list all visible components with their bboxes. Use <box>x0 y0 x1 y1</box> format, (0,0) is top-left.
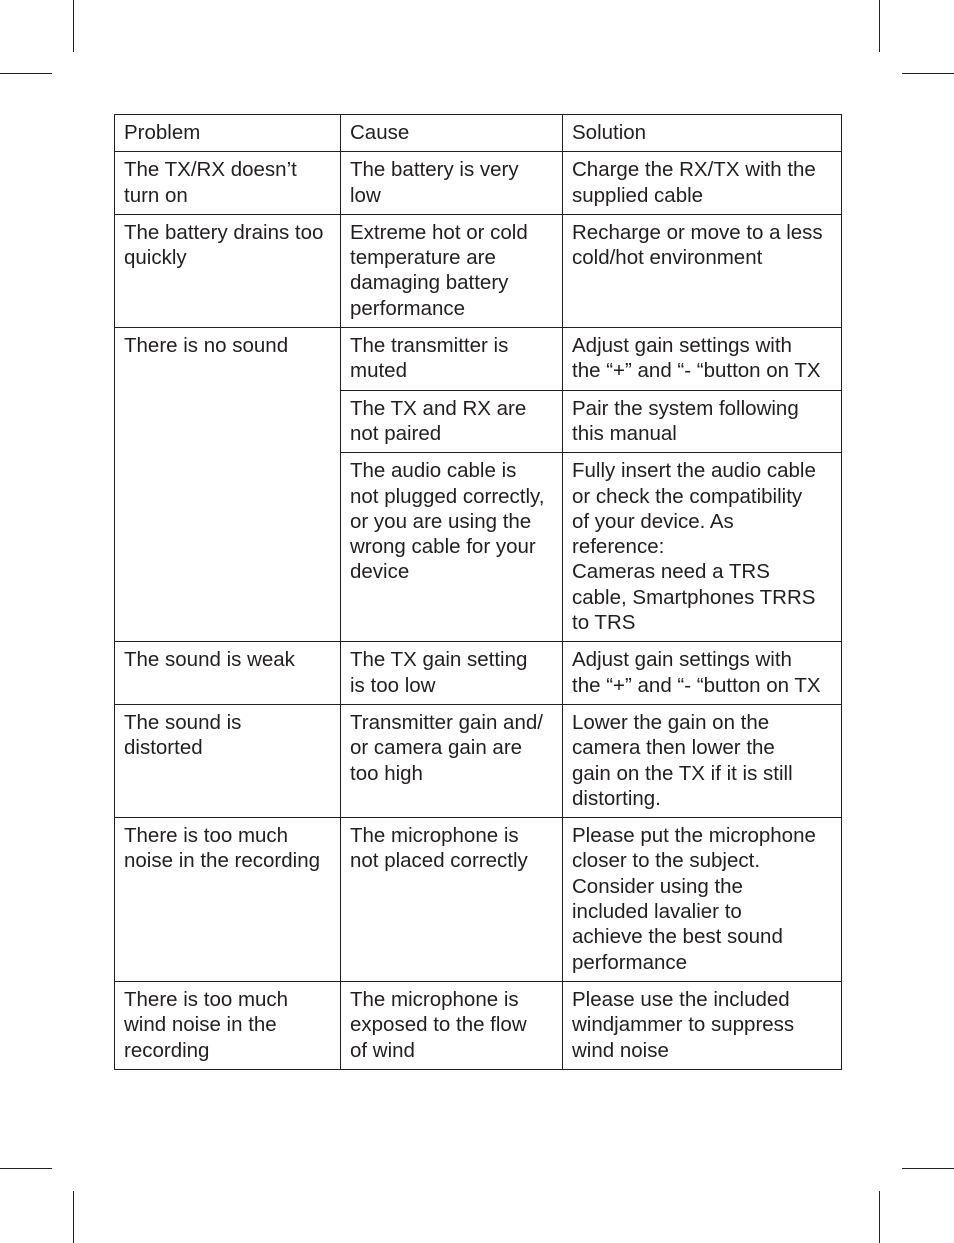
table-row <box>115 152 842 215</box>
crop-mark <box>902 1168 954 1169</box>
cause-cell: The audio cable is not plugged correctly, or you are using the wrong cable for your device <box>341 453 563 642</box>
solution-cell: Please put the microphone closer to the subject. Consider using the included lavalier to achieve the best sound performance <box>563 818 842 982</box>
cause-cell: The microphone is exposed to the flow of wind <box>341 981 563 1069</box>
problem-cell: The sound is weak <box>115 642 341 705</box>
solution-cell: Please use the included windjammer to suppress wind noise <box>563 981 842 1069</box>
solution-cell: Pair the system following this manual <box>563 390 842 453</box>
problem-cell: There is too much noise in the recording <box>115 818 341 982</box>
column-header: Solution <box>563 115 842 152</box>
solution-cell: Adjust gain settings with the “+” and “- “button on TX <box>563 328 842 391</box>
troubleshooting-table <box>114 114 842 1070</box>
cause-cell: The TX and RX are not paired <box>341 390 563 453</box>
problem-cell: The sound is distorted <box>115 704 341 817</box>
table-row <box>115 981 842 1069</box>
solution-cell: Recharge or move to a less cold/hot environment <box>563 214 842 327</box>
crop-mark <box>879 1191 880 1243</box>
crop-mark <box>879 0 880 52</box>
solution-cell: Charge the RX/TX with the supplied cable <box>563 152 842 215</box>
table-row <box>115 328 842 391</box>
problem-cell: There is too much wind noise in the recording <box>115 981 341 1069</box>
cause-cell: The microphone is not placed correctly <box>341 818 563 982</box>
problem-cell: The battery drains too quickly <box>115 214 341 327</box>
problem-cell: The TX/RX doesn’t turn on <box>115 152 341 215</box>
column-header: Cause <box>341 115 563 152</box>
crop-mark <box>73 1191 74 1243</box>
table-row <box>115 642 842 705</box>
column-header: Problem <box>115 115 341 152</box>
cause-cell: The TX gain setting is too low <box>341 642 563 705</box>
cause-cell: The transmitter is muted <box>341 328 563 391</box>
table-row <box>115 818 842 982</box>
solution-cell: Lower the gain on the camera then lower the gain on the TX if it is still distorting. <box>563 704 842 817</box>
table-header-row <box>115 115 842 152</box>
table-row <box>115 704 842 817</box>
crop-mark <box>0 1168 52 1169</box>
cause-cell: The battery is very low <box>341 152 563 215</box>
solution-cell: Adjust gain settings with the “+” and “- “button on TX <box>563 642 842 705</box>
cause-cell: Transmitter gain and/ or camera gain are too high <box>341 704 563 817</box>
cause-cell: Extreme hot or cold temperature are damaging battery performance <box>341 214 563 327</box>
crop-mark <box>0 73 52 74</box>
solution-cell: Fully insert the audio cable or check the compatibility of your device. As reference: Cameras need a TRS cable, Smartphones TRRS to TRS <box>563 453 842 642</box>
crop-mark <box>73 0 74 52</box>
table-row <box>115 214 842 327</box>
crop-mark <box>902 73 954 74</box>
problem-cell: There is no sound <box>115 328 341 642</box>
